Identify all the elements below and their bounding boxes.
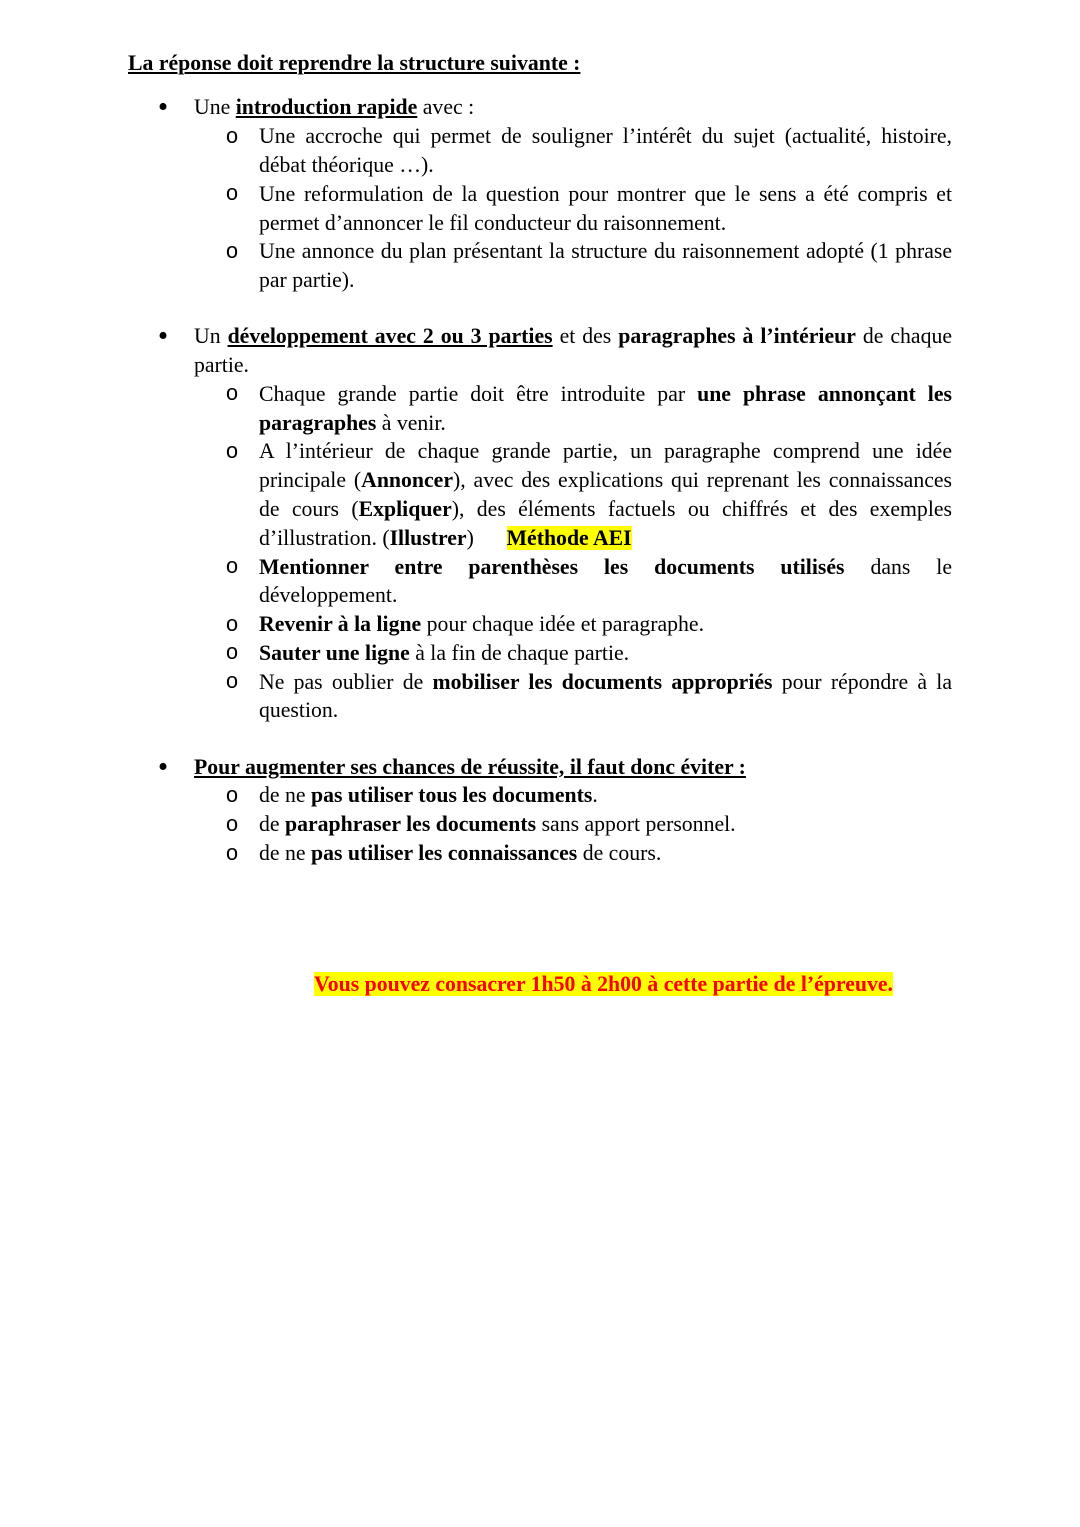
sub-item-accroche <box>225 122 952 180</box>
sub-item-text <box>259 380 952 438</box>
sub-item-annonce-plan <box>225 237 952 295</box>
methode-aei-highlight: Méthode AEI <box>506 525 632 550</box>
sub-item-connaissances <box>225 839 952 868</box>
sub-item-segment: de ne <box>259 841 311 866</box>
dev-heading-text: de chaque partie. <box>194 324 952 378</box>
dev-heading-bold: paragraphes à l’intérieur <box>618 324 856 349</box>
bullet-introduction <box>157 91 952 294</box>
sub-item-bold: Expliquer <box>358 497 452 521</box>
sub-item-bold: mobiliser les documents appropriés <box>432 669 773 694</box>
sub-item-segment: Ne pas oublier de <box>259 669 433 694</box>
sub-item-segment: pour chaque idée et paragraphe. <box>421 612 705 637</box>
sub-item-segment: Une accroche qui permet de souligner l’intérêt du sujet (actualité, histoire, débat théorique …). <box>259 124 952 177</box>
sub-item-segment: à la fin de chaque partie. <box>409 640 630 665</box>
sub-item-text <box>259 668 952 726</box>
sub-item-segment: dans le développement. <box>259 554 952 608</box>
sub-item-bold: Annoncer <box>361 468 454 493</box>
bullet-icon: • <box>157 320 169 353</box>
sub-item-segment: Une reformulation de la question pour montrer que le sens a été compris et permet d’annoncer le fil conducteur du raisonnement. <box>259 181 952 235</box>
sub-item-text <box>259 237 952 295</box>
sub-item-bold: Sauter une ligne <box>259 640 410 665</box>
sub-bullet-icon: o <box>225 124 239 150</box>
sub-item-bold: Mentionner entre parenthèses les documents utilisés <box>259 554 845 579</box>
time-note <box>314 970 1080 999</box>
sub-bullet-icon: o <box>225 783 239 809</box>
sub-item-segment: ), des éléments factuels ou chiffrés et des exemples d’illustration. ( <box>259 497 952 550</box>
sub-item-mobiliser <box>225 668 952 726</box>
bullet-development <box>157 320 952 725</box>
sub-item-sauter-ligne <box>225 639 952 668</box>
sub-item-mentionner <box>225 553 952 611</box>
sub-item-segment: pour répondre à la question. <box>259 669 952 723</box>
dev-heading-emphasis: développement avec 2 ou 3 parties <box>227 324 553 349</box>
time-note-text: Vous pouvez consacrer 1h50 à 2h00 à cette partie de l’épreuve. <box>314 972 893 997</box>
sub-item-segment: sans apport personnel. <box>536 812 736 837</box>
sub-item-bold: pas utiliser les connaissances <box>310 841 578 866</box>
sub-item-segment: Une annonce du plan présentant la structure du raisonnement adopté (1 phrase par partie). <box>259 239 952 293</box>
sub-item-bold: pas utiliser tous les documents <box>310 783 593 808</box>
sub-item-segment: A l’intérieur de chaque grande partie, un paragraphe comprend une idée principale ( <box>259 439 952 493</box>
sub-item-segment: de cours. <box>577 841 662 866</box>
sub-item-bold: Illustrer <box>389 525 467 550</box>
bullet-icon: • <box>157 91 169 124</box>
sub-item-text <box>259 180 952 238</box>
intro-heading-text: avec : <box>417 95 475 120</box>
sub-item-text <box>259 839 952 868</box>
sub-bullet-icon: o <box>225 812 239 838</box>
sub-bullet-icon: o <box>225 182 239 208</box>
sub-item-bold: une phrase annonçant les paragraphes <box>259 381 952 435</box>
sub-item-text <box>259 553 952 611</box>
intro-heading-emphasis: introduction rapide <box>235 95 418 120</box>
development-heading <box>194 322 952 380</box>
sub-item-text <box>259 437 952 552</box>
dev-heading-text: Un <box>194 324 228 349</box>
sub-item-bold: Revenir à la ligne <box>259 612 422 637</box>
sub-bullet-icon: o <box>225 612 239 638</box>
sub-item-text <box>259 639 952 668</box>
sub-item-tous-documents <box>225 781 952 810</box>
document-body <box>0 49 1080 1000</box>
sub-item-segment: ) <box>466 525 474 550</box>
sub-item-segment: de ne <box>259 783 311 808</box>
pitfalls-heading-text: Pour augmenter ses chances de réussite, il faut donc éviter : <box>194 754 746 779</box>
sub-item-segment: à venir. <box>376 410 446 435</box>
sub-item-text <box>259 781 952 810</box>
intro-heading-text: Une <box>194 95 236 120</box>
pitfalls-heading <box>194 753 952 782</box>
sub-item-paragraphe-aei <box>225 437 952 552</box>
sub-item-bold: paraphraser les documents <box>285 812 537 837</box>
sub-item-phrase-annonce <box>225 380 952 438</box>
sub-bullet-icon: o <box>225 382 239 408</box>
sub-item-reformulation <box>225 180 952 238</box>
sub-item-text <box>259 810 952 839</box>
sub-item-segment: Chaque grande partie doit être introduite par <box>259 381 698 406</box>
dev-heading-text: et des <box>552 324 619 349</box>
sub-bullet-icon: o <box>225 841 239 867</box>
bullet-icon: • <box>157 750 169 783</box>
sub-bullet-icon: o <box>225 641 239 667</box>
sub-item-revenir-ligne <box>225 610 952 639</box>
bullet-pitfalls <box>157 750 952 868</box>
sub-item-segment: de <box>259 812 285 837</box>
sub-item-text <box>259 122 952 180</box>
sub-bullet-icon: o <box>225 239 239 265</box>
sub-bullet-icon: o <box>225 670 239 696</box>
sub-item-segment: ), avec des explications qui reprenant les connaissances de cours ( <box>259 468 952 521</box>
sub-item-paraphraser <box>225 810 952 839</box>
sub-bullet-icon: o <box>225 555 239 581</box>
sub-item-text <box>259 610 952 639</box>
page-title-text: La réponse doit reprendre la structure suivante : <box>128 50 581 75</box>
page-title <box>128 49 1080 78</box>
introduction-heading <box>194 93 952 122</box>
sub-item-segment: . <box>592 783 598 808</box>
sub-bullet-icon: o <box>225 439 239 465</box>
